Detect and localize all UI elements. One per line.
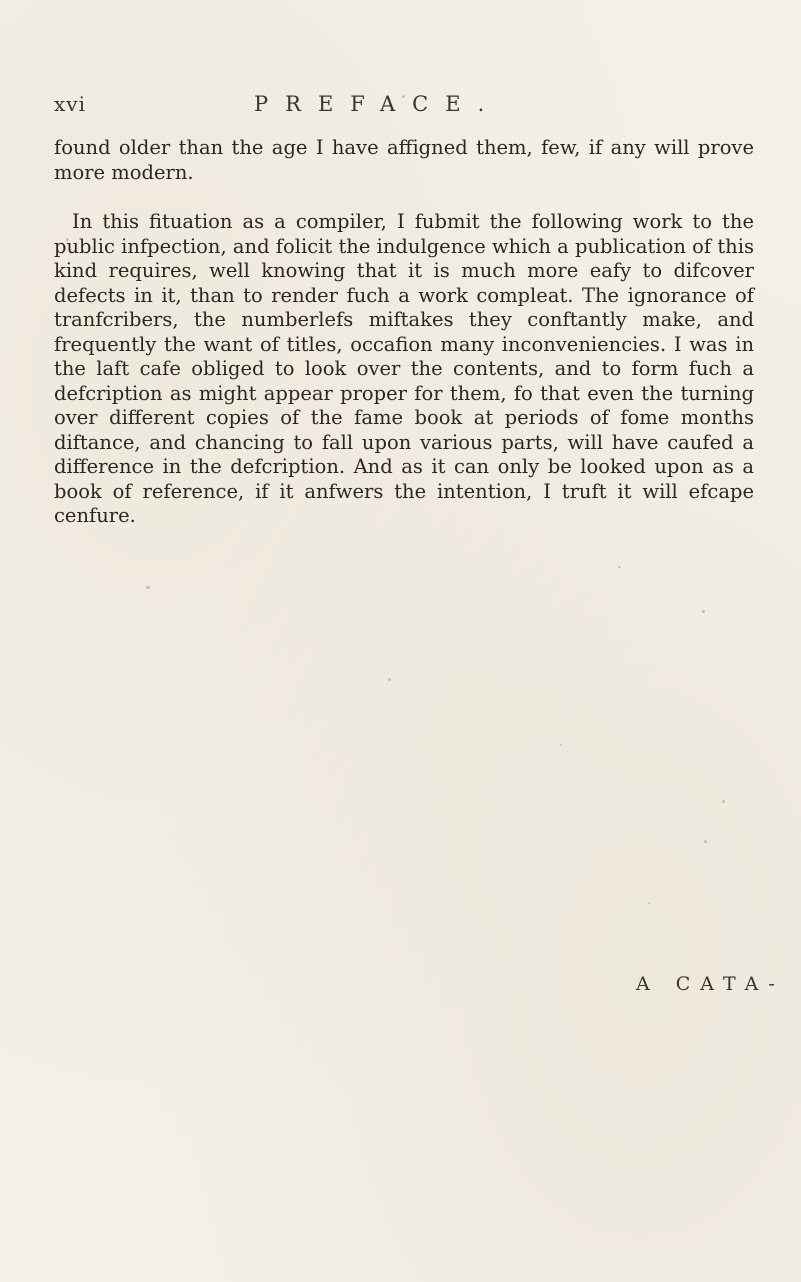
- paper-speck: [722, 800, 725, 803]
- page-number: xvi: [54, 92, 86, 116]
- catchword: A CATA-: [636, 973, 785, 995]
- paragraph-2: In this fituation as a compiler, I fubmit the following work to the public infpection, and folicit the indulgence which a publication of this kind requires, well knowing that it is much more eafy to difcover defects in it, than to render fuch a work compleat. The ignorance of tranfcribers, the numberlefs miftakes they conftantly make, and frequently the want of titles, occafion many inconveniencies. I was in the laft cafe obliged to look over the contents, and to form fuch a defcription as might appear proper for them, fo that even the turning over different copies of the fame book at periods of fome months diftance, and chancing to fall upon various parts, will have caufed a difference in the defcription. And as it can only be looked upon as a book of reference, if it anfwers the intention, I truft it will efcape cenfure.: [54, 210, 754, 527]
- body-text: [54, 136, 754, 529]
- paper-speck: [702, 610, 705, 613]
- paragraph-1: found older than the age I have affigned them, few, if any will prove more modern.: [54, 136, 754, 184]
- paper-speck: [560, 744, 562, 746]
- paper-speck: [388, 678, 391, 681]
- running-head: PREFACE.: [254, 92, 502, 116]
- paper-speck: [146, 586, 150, 589]
- paper-speck: [66, 238, 69, 241]
- page-header: [54, 92, 754, 132]
- paper-speck: [704, 840, 707, 843]
- paper-speck: [648, 902, 650, 904]
- paper-speck: [402, 95, 405, 98]
- paper-speck: [618, 566, 621, 568]
